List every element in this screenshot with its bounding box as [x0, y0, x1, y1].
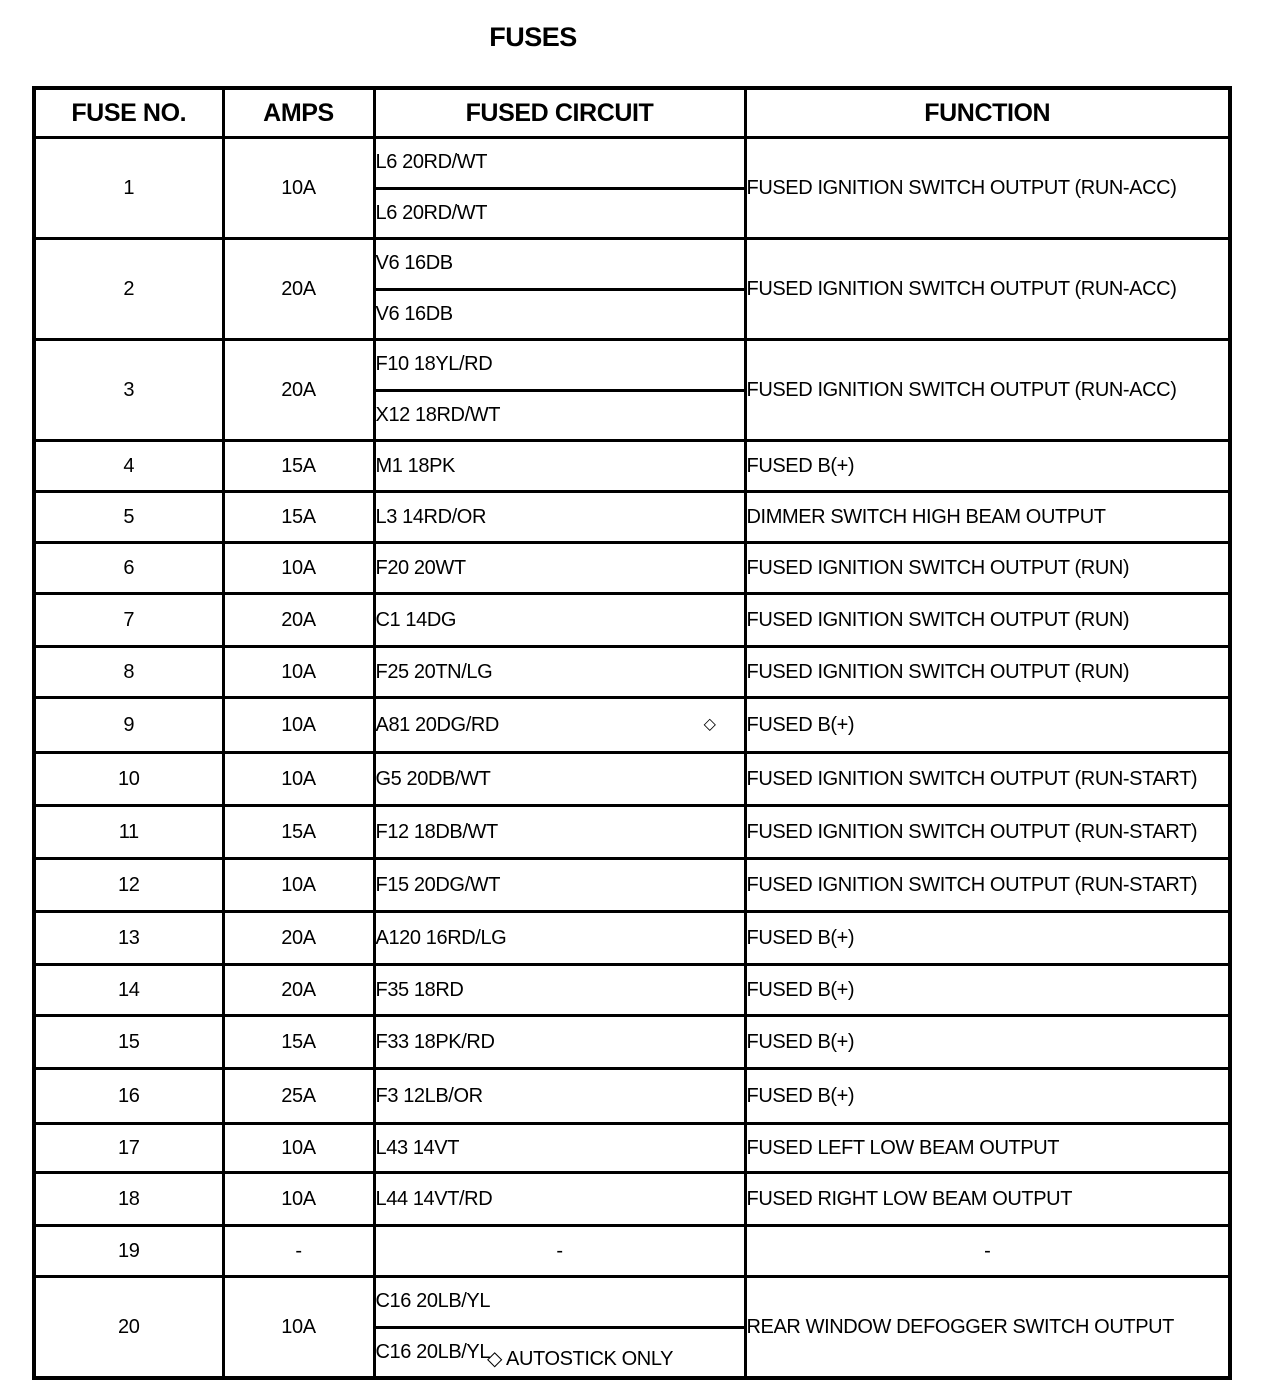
fused-circuit [374, 340, 745, 391]
fuse-amps: 15A [223, 806, 374, 859]
fused-circuit: C16 20LB/YL [374, 1327, 745, 1378]
autostick-marker-icon: ◇ [703, 715, 716, 733]
footnote-autostick: ◇ AUTOSTICK ONLY [486, 1348, 674, 1370]
fused-circuit-text: L3 14RD/OR [375, 505, 486, 528]
fuse-amps: 10A [223, 1124, 374, 1173]
fused-circuit [374, 492, 745, 543]
table-row [34, 753, 1230, 806]
fused-circuit [374, 239, 745, 290]
fused-circuit [374, 543, 745, 594]
table-row [34, 1016, 1230, 1069]
fuse-function: FUSED B(+) [745, 965, 1230, 1016]
fused-circuit-text: C16 20LB/YL [375, 1290, 491, 1313]
fused-circuit [374, 806, 745, 859]
fused-circuit [374, 1069, 745, 1124]
fuse-amps: 10A [223, 698, 374, 753]
fuse-number: 16 [34, 1069, 223, 1124]
fuse-function: FUSED LEFT LOW BEAM OUTPUT [745, 1124, 1230, 1173]
fuse-amps: 10A [223, 138, 374, 239]
fuse-amps: 20A [223, 912, 374, 965]
fused-circuit [374, 698, 745, 753]
fuse-number: 6 [34, 543, 223, 594]
fused-circuit-text: F3 12LB/OR [375, 1084, 483, 1107]
fuse-number: 18 [34, 1173, 223, 1226]
fuse-amps: 10A [223, 1173, 374, 1226]
fused-circuit-text: V6 16DB [375, 252, 453, 275]
fused-circuit [374, 753, 745, 806]
fuse-function: FUSED IGNITION SWITCH OUTPUT (RUN-START) [745, 806, 1230, 859]
fuse-amps: 20A [223, 965, 374, 1016]
fuse-number: 8 [34, 647, 223, 698]
header-fused-circuit: FUSED CIRCUIT [374, 88, 745, 138]
fuse-amps: 20A [223, 239, 374, 340]
fused-circuit-text: F10 18YL/RD [375, 353, 493, 376]
fuse-amps: 10A [223, 859, 374, 912]
table-row [34, 965, 1230, 1016]
header-amps: AMPS [223, 88, 374, 138]
table-row [34, 543, 1230, 594]
table-row [34, 340, 1230, 391]
fused-circuit [374, 594, 745, 647]
fused-circuit-text: M1 18PK [375, 454, 455, 477]
header-function: FUNCTION [745, 88, 1230, 138]
fuse-function: REAR WINDOW DEFOGGER SWITCH OUTPUT [745, 1277, 1230, 1379]
fuse-function: FUSED IGNITION SWITCH OUTPUT (RUN-ACC) [745, 340, 1230, 441]
fuse-function: FUSED B(+) [745, 912, 1230, 965]
fuse-number: 12 [34, 859, 223, 912]
fuse-number: 9 [34, 698, 223, 753]
fuse-number: 1 [34, 138, 223, 239]
fuse-number: 13 [34, 912, 223, 965]
fuse-amps: 10A [223, 647, 374, 698]
fuse-function: FUSED B(+) [745, 1069, 1230, 1124]
fuse-amps: 10A [223, 1277, 374, 1379]
fuse-number: 7 [34, 594, 223, 647]
header-row [34, 88, 1230, 138]
fuse-function: FUSED IGNITION SWITCH OUTPUT (RUN-START) [745, 859, 1230, 912]
table-row [34, 1069, 1230, 1124]
fused-circuit: X12 18RD/WT [374, 390, 745, 441]
fuse-number: 11 [34, 806, 223, 859]
fuse-function: FUSED IGNITION SWITCH OUTPUT (RUN) [745, 647, 1230, 698]
fuse-number: 19 [34, 1226, 223, 1277]
fuse-function: FUSED B(+) [745, 1016, 1230, 1069]
fuse-function: FUSED B(+) [745, 698, 1230, 753]
fuse-amps: 20A [223, 594, 374, 647]
fused-circuit [374, 1173, 745, 1226]
fuse-number: 3 [34, 340, 223, 441]
fuse-number: 10 [34, 753, 223, 806]
fuse-function: FUSED IGNITION SWITCH OUTPUT (RUN) [745, 543, 1230, 594]
fused-circuit-text: C1 14DG [375, 608, 457, 631]
fuse-number: 20 [34, 1277, 223, 1379]
fused-circuit-text: L6 20RD/WT [375, 151, 488, 174]
fused-circuit [374, 647, 745, 698]
table-row [34, 441, 1230, 492]
fused-circuit [374, 912, 745, 965]
page-title: FUSES [489, 22, 577, 52]
fused-circuit-text: L43 14VT [375, 1136, 460, 1159]
fused-circuit-text: A81 20DG/RD [375, 713, 499, 736]
fused-circuit: L6 20RD/WT [374, 188, 745, 239]
fuse-function: FUSED IGNITION SWITCH OUTPUT (RUN-ACC) [745, 138, 1230, 239]
fuse-function: FUSED IGNITION SWITCH OUTPUT (RUN-START) [745, 753, 1230, 806]
table-row [34, 594, 1230, 647]
fused-circuit [374, 1124, 745, 1173]
table-row [34, 1277, 1230, 1328]
fused-circuit-text: - [556, 1239, 563, 1262]
fused-circuit: V6 16DB [374, 289, 745, 340]
fused-circuit [374, 1016, 745, 1069]
table-row [34, 239, 1230, 290]
fused-circuit-text: F12 18DB/WT [375, 820, 498, 843]
fused-circuit [374, 1277, 745, 1328]
fused-circuit-text: F33 18PK/RD [375, 1030, 495, 1053]
table-row [34, 647, 1230, 698]
fuse-number: 2 [34, 239, 223, 340]
fused-circuit-text: A120 16RD/LG [375, 926, 507, 949]
fuse-amps: 15A [223, 1016, 374, 1069]
fused-circuit-text: F20 20WT [375, 556, 466, 579]
fuse-function: DIMMER SWITCH HIGH BEAM OUTPUT [745, 492, 1230, 543]
fused-circuit-text: L44 14VT/RD [375, 1187, 493, 1210]
fuse-number: 17 [34, 1124, 223, 1173]
fuse-number: 15 [34, 1016, 223, 1069]
fuse-function: FUSED RIGHT LOW BEAM OUTPUT [745, 1173, 1230, 1226]
fused-circuit [374, 859, 745, 912]
fuse-number: 4 [34, 441, 223, 492]
table-row [34, 859, 1230, 912]
fused-circuit-text: F35 18RD [375, 978, 464, 1001]
table-row [34, 698, 1230, 753]
table-row [34, 806, 1230, 859]
fuse-amps: 10A [223, 543, 374, 594]
fuse-amps: 10A [223, 753, 374, 806]
header-fuse-no: FUSE NO. [34, 88, 223, 138]
table-row [34, 912, 1230, 965]
fuse-amps: 15A [223, 441, 374, 492]
fuse-amps: - [223, 1226, 374, 1277]
fuse-number: 14 [34, 965, 223, 1016]
fused-circuit-text: G5 20DB/WT [375, 767, 491, 790]
fused-circuit-text: F25 20TN/LG [375, 660, 493, 683]
fuse-function: FUSED IGNITION SWITCH OUTPUT (RUN) [745, 594, 1230, 647]
fused-circuit-text: F15 20DG/WT [375, 873, 501, 896]
fuse-function: FUSED IGNITION SWITCH OUTPUT (RUN-ACC) [745, 239, 1230, 340]
table-row [34, 1226, 1230, 1277]
table-row [34, 492, 1230, 543]
fuse-amps: 25A [223, 1069, 374, 1124]
table-row [34, 138, 1230, 189]
table-row [34, 1173, 1230, 1226]
fused-circuit [374, 441, 745, 492]
fuse-amps: 15A [223, 492, 374, 543]
fuse-function: FUSED B(+) [745, 441, 1230, 492]
fused-circuit [374, 138, 745, 189]
fuse-function: - [745, 1226, 1230, 1277]
fused-circuit [374, 1226, 745, 1277]
table-row [34, 1124, 1230, 1173]
fuse-amps: 20A [223, 340, 374, 441]
fused-circuit [374, 965, 745, 1016]
fuse-table [32, 86, 1232, 1380]
fuse-number: 5 [34, 492, 223, 543]
